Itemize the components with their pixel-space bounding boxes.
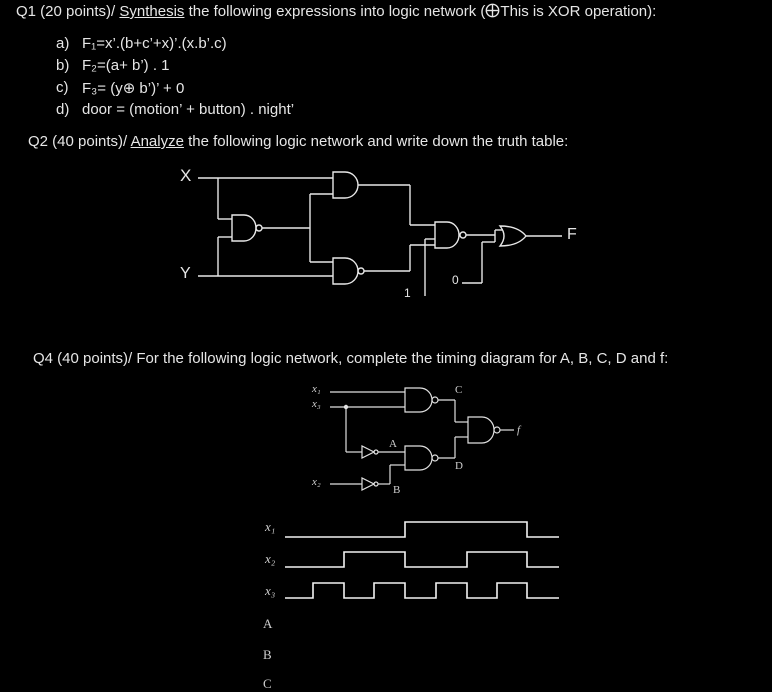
q2-rest: the following logic network and write down the truth table:: [183, 133, 569, 150]
q4-x3-label: x₃: [312, 398, 321, 410]
q4-x1-label: x₁: [312, 383, 321, 395]
nand-gate-d: [405, 446, 432, 470]
nor-gate-1: [333, 258, 358, 284]
q2-const-one: 1: [404, 286, 411, 300]
q1-heading: [16, 3, 656, 20]
q1-verb: Synthesis: [119, 3, 185, 20]
nand-gate-c: [405, 388, 432, 412]
q2-const-zero: 0: [452, 273, 459, 287]
q2-f-label: F: [567, 226, 577, 243]
or-gate-1: [500, 226, 526, 246]
q1-xor-note: This is XOR operation):: [500, 3, 657, 20]
q1-item-b-text: F₂=(a+ b’) . 1: [82, 57, 170, 74]
buffer-b: [362, 478, 374, 490]
q1-item-c-text: F₃= (y⊕ b’)’ + 0: [82, 80, 185, 97]
q4-c-label: C: [455, 384, 463, 396]
q1-item-b-label: b): [56, 57, 70, 74]
q4-a-label: A: [389, 438, 397, 450]
timing-row-label: C: [263, 676, 272, 691]
q4-f-label: f: [517, 424, 521, 436]
timing-row-label: x₂: [265, 551, 276, 566]
q1-item-c-label: c): [56, 79, 69, 96]
q1-item-a-label: a): [56, 35, 70, 52]
timing-row-label: x₃: [265, 583, 276, 598]
q1-prefix: Q1 (20 points)/: [16, 3, 120, 20]
nand-gate-1: [232, 215, 256, 241]
timing-row-label: x₁: [265, 519, 276, 534]
q1-item-d-label: d): [56, 101, 70, 118]
q4-d-label: D: [455, 460, 463, 472]
q1-rest: the following expressions into logic network (: [184, 3, 486, 20]
q4-b-label: B: [393, 484, 401, 496]
q4-heading: Q4 (40 points)/ For the following logic network, complete the timing diagram for A, B, C, D and f:: [33, 350, 669, 367]
q2-heading: [28, 133, 568, 150]
timing-row-label: A: [263, 616, 273, 631]
q2-x-label: X: [180, 166, 192, 185]
nand-gate-f: [468, 417, 494, 443]
q2-verb: Analyze: [130, 133, 184, 150]
xor-icon: [485, 3, 500, 18]
nand-gate-2: [435, 222, 459, 248]
timing-row-label: B: [263, 647, 272, 662]
q1-item-d-text: door = (motion’ + button) . night’: [82, 101, 295, 118]
and-gate-1: [333, 172, 358, 198]
waveform-x3: [285, 583, 559, 598]
q4-x2-label: x₂: [312, 476, 321, 488]
q1-item-a-text: F₁=x’.(b+c’+x)’.(x.b’.c): [82, 35, 227, 52]
buffer-a: [362, 446, 374, 458]
waveform-x2: [285, 552, 559, 567]
q2-prefix: Q2 (40 points)/: [28, 133, 131, 150]
q2-y-label: Y: [180, 265, 191, 282]
waveform-x1: [285, 522, 559, 537]
